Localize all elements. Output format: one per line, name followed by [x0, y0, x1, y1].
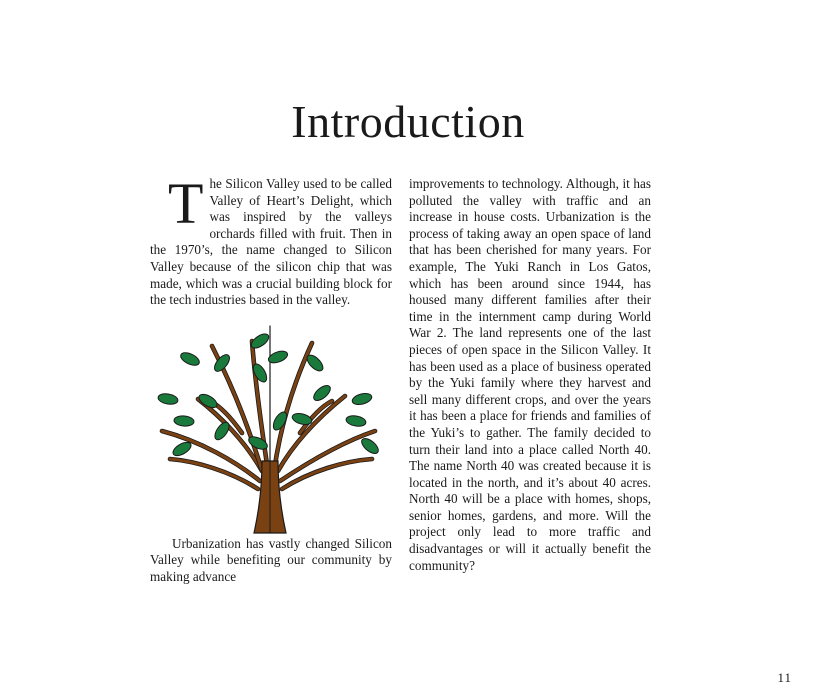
tree-leaf	[345, 414, 366, 427]
tree-leaf	[179, 350, 201, 368]
tree-leaf	[304, 352, 325, 373]
tree-leaf	[157, 392, 178, 405]
tree-leaf	[174, 415, 195, 427]
page-number: 11	[777, 670, 792, 685]
tree-branch	[282, 459, 372, 489]
tree-leaf	[351, 391, 373, 406]
left-column	[150, 171, 392, 586]
drop-cap: T	[168, 171, 204, 236]
tree-branch-outline	[170, 459, 258, 489]
tree-leaf	[359, 435, 381, 456]
tree-branch	[170, 459, 258, 489]
urbanization-paragraph: Urbanization has vastly changed Silicon Valley while benefiting our community by making advance	[150, 535, 392, 584]
intro-paragraph-text: he Silicon Valley used to be called Valley of Heart’s Delight, which was inspired by the valleys orchards filled with fruit. Then in the 1970’s, the name changed to Silicon Valley because of the silicon chip that was made, which was a crucial building block for the tech industries based in the valley.	[150, 176, 392, 308]
tree-leaf	[212, 420, 232, 442]
right-column	[409, 176, 651, 574]
intro-paragraph	[150, 171, 392, 309]
urbanization-paragraph-continued: improvements to technology. Although, it has polluted the valley with traffic and an increase in house costs. Urbanization is the process of taking away an open space of land that has been cherished for many years. For example, The Yuki Ranch in Los Gatos, which has been around since 1944, has housed many different families after their time in the internment camp during World War 2. The land represents one of the last pieces of open space in the Silicon Valley. It has been used as a place of business operated by the Yuki family where they harvest and sell many different crops, and over the years it has been a place for friends and families of the Yuki’s to gather. The family decided to turn their land into a place called North 40. The name North 40 was created because it is located in the north, and it’s about 40 acres. North 40 will be a place with homes, shops, senior homes, gardens, and more. Will the project only lead to more traffic and disadvantages or will it actually benefit the community?	[409, 176, 651, 573]
tree-illustration	[150, 321, 392, 536]
tree-leaf	[291, 411, 313, 426]
tree-branch-outline	[282, 459, 372, 489]
tree-icon	[150, 321, 392, 536]
page-title: Introduction	[291, 96, 525, 147]
